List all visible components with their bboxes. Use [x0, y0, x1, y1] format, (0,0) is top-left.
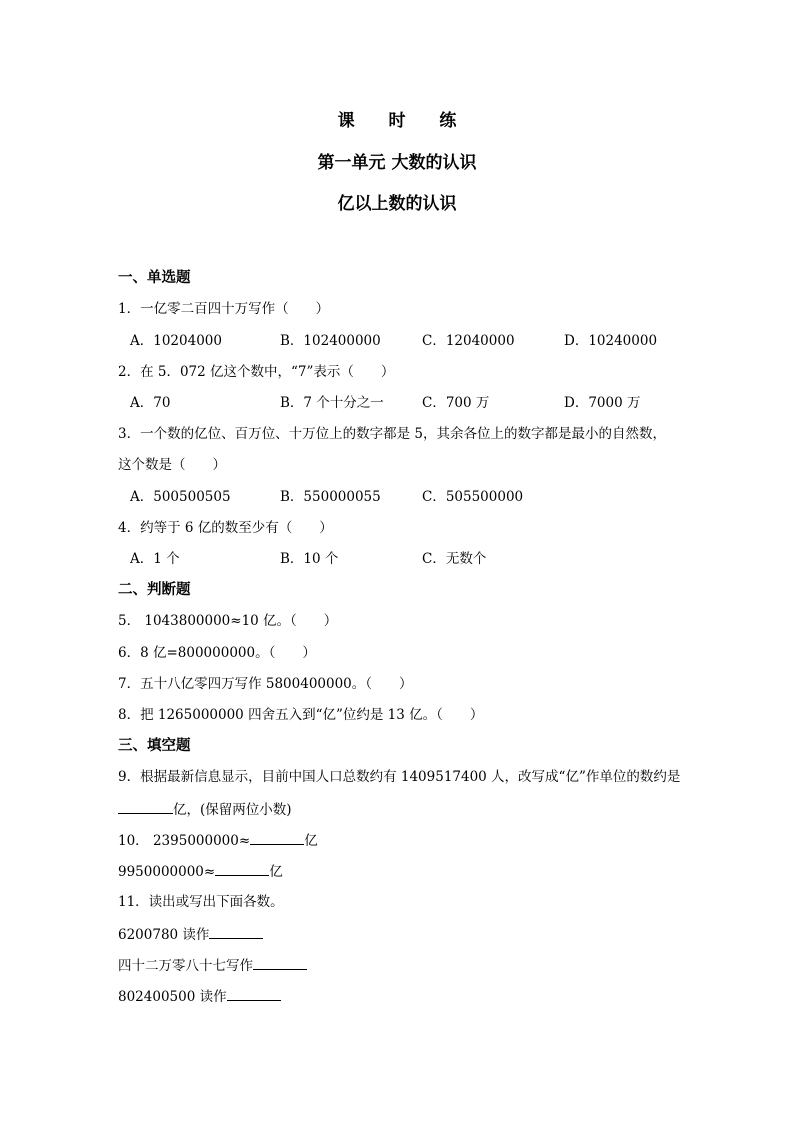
- q3-option-b: B．550000055: [280, 489, 381, 505]
- q11-item-2-text: 四十二万零八十七写作: [118, 958, 253, 974]
- question-1: 1．一亿零二百四十万写作（ ）: [118, 301, 330, 317]
- question-10-line-2: [118, 861, 283, 882]
- section-true-false: 二、判断题: [118, 581, 191, 598]
- q1-option-b: B．102400000: [280, 333, 381, 349]
- question-4: 4．约等于 6 亿的数至少有（ ）: [118, 520, 333, 536]
- answer-blank[interactable]: [227, 986, 281, 1001]
- q9-suffix: 亿，(保留两位小数): [173, 802, 292, 818]
- question-9-line-1: 9．根据最新信息显示，目前中国人口总数约有 1409517400 人，改写成“亿”作单位的数约是: [118, 769, 681, 785]
- question-3-line-1: 3．一个数的亿位、百万位、十万位上的数字都是 5，其余各位上的数字都是最小的自然数，: [118, 426, 666, 442]
- question-2: 2．在 5．072 亿这个数中，“7”表示（ ）: [118, 364, 395, 380]
- answer-blank[interactable]: [250, 830, 304, 845]
- section-fill-blank: 三、填空题: [118, 737, 191, 754]
- q4-option-c: C．无数个: [422, 551, 487, 567]
- q1-option-c: C．12040000: [422, 333, 515, 349]
- q2-option-a: A．70: [130, 395, 171, 411]
- answer-blank[interactable]: [215, 861, 269, 876]
- answer-blank[interactable]: [209, 924, 263, 939]
- question-10-line-1: [118, 830, 318, 851]
- question-11-item-2: [118, 955, 307, 976]
- q1-option-a: A．10204000: [130, 333, 222, 349]
- question-9-line-2: [118, 799, 292, 820]
- q3-option-a: A．500500505: [130, 489, 231, 505]
- lesson-title: 亿以上数的认识: [337, 194, 457, 214]
- question-8: 8．把 1265000000 四舍五入到“亿”位约是 13 亿。（ ）: [118, 707, 484, 723]
- q11-item-3-text: 802400500 读作: [118, 989, 227, 1005]
- question-5: 5． 1043800000≈10 亿。（ ）: [118, 613, 338, 629]
- q10-prefix-2: 9950000000≈: [118, 864, 216, 880]
- question-3-line-2: 这个数是（ ）: [118, 457, 226, 473]
- answer-blank[interactable]: [118, 799, 173, 814]
- question-6: 6．8 亿=800000000。（ ）: [118, 645, 316, 661]
- q4-option-b: B．10 个: [280, 551, 339, 567]
- page-title: 课 时 练: [337, 111, 471, 131]
- q10-suffix-1: 亿: [304, 833, 318, 849]
- q2-option-b: B．7 个十分之一: [280, 395, 384, 411]
- answer-blank[interactable]: [253, 955, 307, 970]
- question-7: 7．五十八亿零四万写作 5800400000。（ ）: [118, 676, 413, 692]
- question-11-item-1: [118, 924, 263, 945]
- q4-option-a: A．1 个: [130, 551, 180, 567]
- q2-option-c: C．700 万: [422, 395, 490, 411]
- q11-item-1-text: 6200780 读作: [118, 927, 210, 943]
- q3-option-c: C．505500000: [422, 489, 524, 505]
- q10-prefix-1: 10． 2395000000≈: [118, 833, 251, 849]
- question-11: 11．读出或写出下面各数。: [118, 894, 284, 910]
- section-single-choice: 一、单选题: [118, 269, 191, 286]
- q2-option-d: D．7000 万: [564, 395, 641, 411]
- unit-title: 第一单元 大数的认识: [317, 153, 477, 173]
- q1-option-d: D．10240000: [564, 333, 658, 349]
- q10-suffix-2: 亿: [269, 864, 283, 880]
- question-11-item-3: [118, 986, 281, 1007]
